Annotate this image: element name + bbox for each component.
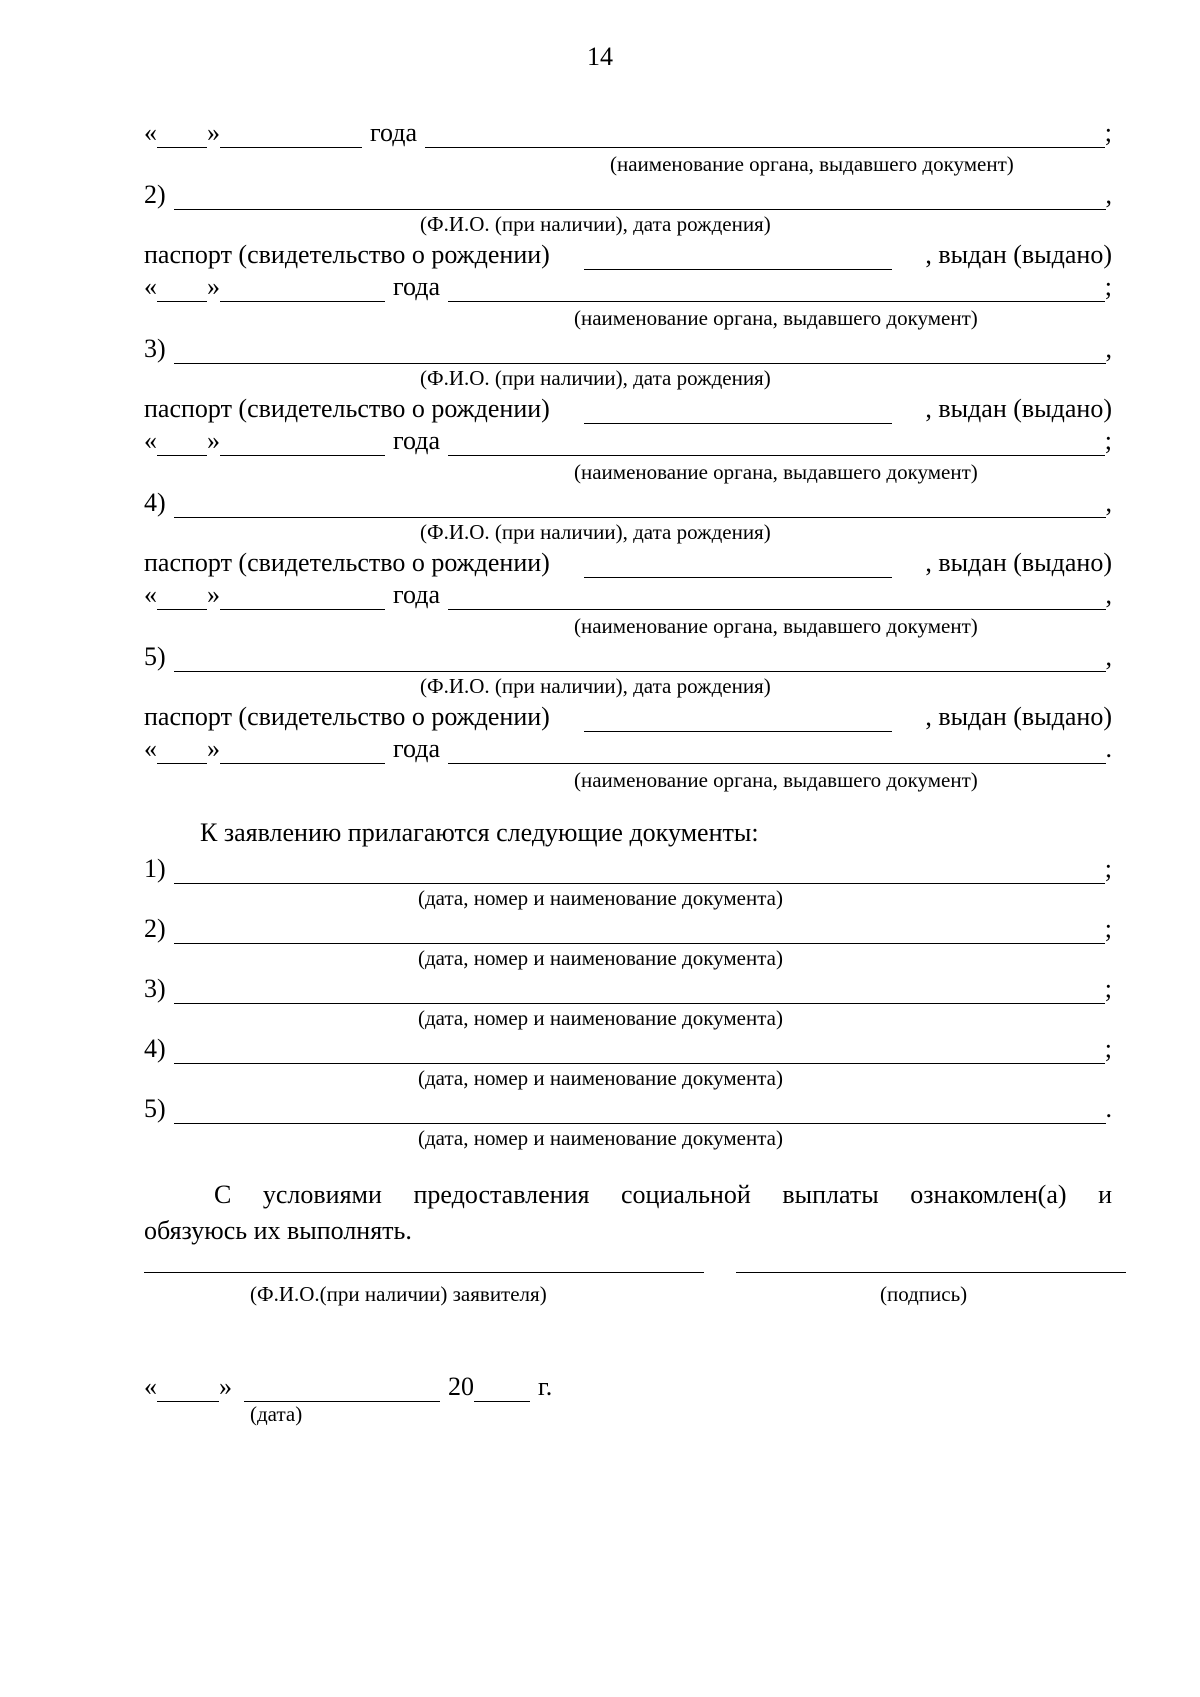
person-caption: (Ф.И.О. (при наличии), дата рождения): [420, 366, 771, 390]
year-word: года: [393, 580, 441, 609]
issue-date-row: [144, 570, 1112, 610]
row-end-punct: ;: [1104, 854, 1112, 883]
year-suffix: г.: [538, 1372, 553, 1401]
quote-close: »: [207, 426, 220, 455]
attachment-caption: (дата, номер и наименование документа): [418, 1126, 783, 1150]
attachment-number: 4): [144, 1034, 166, 1063]
day-field[interactable]: [157, 275, 207, 302]
attachment-caption: (дата, номер и наименование документа): [418, 946, 783, 970]
row-end-punct: ;: [1104, 118, 1112, 147]
quote-open: «: [144, 118, 157, 147]
month-field[interactable]: [220, 429, 385, 456]
row-end-punct: ;: [1104, 426, 1112, 455]
row-end-punct: ,: [1105, 334, 1112, 363]
person-row: [144, 632, 1112, 672]
quote-close: »: [219, 1372, 232, 1401]
fio-caption: (Ф.И.О.(при наличии) заявителя): [250, 1282, 547, 1306]
quote-close: »: [207, 272, 220, 301]
row-end-punct: ,: [1105, 180, 1112, 209]
passport-label: паспорт (свидетельство о рождении): [144, 240, 550, 269]
authority-field[interactable]: [448, 429, 1105, 456]
authority-field[interactable]: [425, 121, 1105, 148]
attachment-field[interactable]: [174, 917, 1105, 944]
issue-date-row: [144, 416, 1112, 456]
day-field[interactable]: [157, 583, 207, 610]
authority-field[interactable]: [448, 737, 1105, 764]
authority-caption: (наименование органа, выдавшего документ): [610, 152, 1014, 176]
person-row: [144, 478, 1112, 518]
attachment-field[interactable]: [174, 977, 1105, 1004]
quote-close: »: [207, 580, 220, 609]
issued-label: , выдан (выдано): [925, 240, 1112, 269]
passport-label: паспорт (свидетельство о рождении): [144, 394, 550, 423]
signature-field[interactable]: [736, 1272, 1126, 1273]
quote-close: »: [207, 734, 220, 763]
authority-caption: (наименование органа, выдавшего документ): [574, 768, 978, 792]
year-field[interactable]: [474, 1375, 530, 1402]
attachment-number: 3): [144, 974, 166, 1003]
passport-label: паспорт (свидетельство о рождении): [144, 702, 550, 731]
day-field[interactable]: [157, 121, 207, 148]
attachment-number: 2): [144, 914, 166, 943]
person-name-field[interactable]: [174, 645, 1106, 672]
person-number: 4): [144, 488, 166, 517]
attachments-heading: К заявлению прилагаются следующие документы:: [200, 818, 759, 847]
quote-open: «: [144, 272, 157, 301]
issue-date-row: [144, 724, 1112, 764]
person-name-field[interactable]: [174, 491, 1106, 518]
row-end-punct: ;: [1104, 914, 1112, 943]
issue-date-row: [144, 262, 1112, 302]
applicant-name-field[interactable]: [144, 1272, 704, 1273]
month-field[interactable]: [220, 737, 385, 764]
attachment-row: [144, 1084, 1112, 1124]
attachment-row: [144, 844, 1112, 884]
attachment-number: 1): [144, 854, 166, 883]
quote-open: «: [144, 734, 157, 763]
person-name-field[interactable]: [174, 183, 1106, 210]
month-field[interactable]: [220, 583, 385, 610]
date-row: [144, 1362, 604, 1402]
quote-open: «: [144, 1372, 157, 1401]
year-word: года: [393, 272, 441, 301]
person-caption: (Ф.И.О. (при наличии), дата рождения): [420, 212, 771, 236]
day-field[interactable]: [157, 1375, 219, 1402]
row-end-punct: ,: [1105, 488, 1112, 517]
row-end-punct: .: [1105, 734, 1112, 763]
issued-label: , выдан (выдано): [925, 394, 1112, 423]
person-number: 2): [144, 180, 166, 209]
quote-open: «: [144, 426, 157, 455]
year-word: года: [393, 734, 441, 763]
day-field[interactable]: [157, 429, 207, 456]
conditions-line-2: обязуюсь их выполнять.: [144, 1216, 412, 1245]
attachment-row: [144, 964, 1112, 1004]
month-field[interactable]: [244, 1375, 440, 1402]
attachment-caption: (дата, номер и наименование документа): [418, 1006, 783, 1030]
year-word: года: [393, 426, 441, 455]
passport-label: паспорт (свидетельство о рождении): [144, 548, 550, 577]
person-caption: (Ф.И.О. (при наличии), дата рождения): [420, 520, 771, 544]
attachment-field[interactable]: [174, 1097, 1106, 1124]
attachment-caption: (дата, номер и наименование документа): [418, 1066, 783, 1090]
person-name-field[interactable]: [174, 337, 1106, 364]
attachment-caption: (дата, номер и наименование документа): [418, 886, 783, 910]
row-end-punct: ;: [1104, 974, 1112, 1003]
attachment-field[interactable]: [174, 1037, 1105, 1064]
quote-open: «: [144, 580, 157, 609]
date-caption: (дата): [250, 1402, 303, 1426]
month-field[interactable]: [220, 121, 362, 148]
authority-caption: (наименование органа, выдавшего документ): [574, 460, 978, 484]
attachment-field[interactable]: [174, 857, 1105, 884]
issued-label: , выдан (выдано): [925, 548, 1112, 577]
attachment-number: 5): [144, 1094, 166, 1123]
day-field[interactable]: [157, 737, 207, 764]
row-end-punct: ;: [1104, 272, 1112, 301]
authority-caption: (наименование органа, выдавшего документ): [574, 614, 978, 638]
person-row: [144, 170, 1112, 210]
authority-field[interactable]: [448, 275, 1105, 302]
person-number: 5): [144, 642, 166, 671]
authority-field[interactable]: [448, 583, 1105, 610]
quote-close: »: [207, 118, 220, 147]
row-end-punct: ,: [1105, 580, 1112, 609]
year-word: года: [370, 118, 418, 147]
row-end-punct: ,: [1105, 642, 1112, 671]
year-prefix: 20: [448, 1372, 474, 1401]
row-end-punct: .: [1105, 1094, 1112, 1123]
month-field[interactable]: [220, 275, 385, 302]
page-number: 14: [587, 42, 613, 71]
issued-label: , выдан (выдано): [925, 702, 1112, 731]
authority-caption: (наименование органа, выдавшего документ): [574, 306, 978, 330]
attachment-row: [144, 904, 1112, 944]
person-number: 3): [144, 334, 166, 363]
person-caption: (Ф.И.О. (при наличии), дата рождения): [420, 674, 771, 698]
row-end-punct: ;: [1104, 1034, 1112, 1063]
signature-caption: (подпись): [880, 1282, 968, 1306]
person-row: [144, 324, 1112, 364]
issue-date-row: [144, 108, 1112, 148]
conditions-line-1: С условиями предоставления социальной выплаты ознакомлен(а) и: [214, 1180, 1112, 1209]
attachment-row: [144, 1024, 1112, 1064]
